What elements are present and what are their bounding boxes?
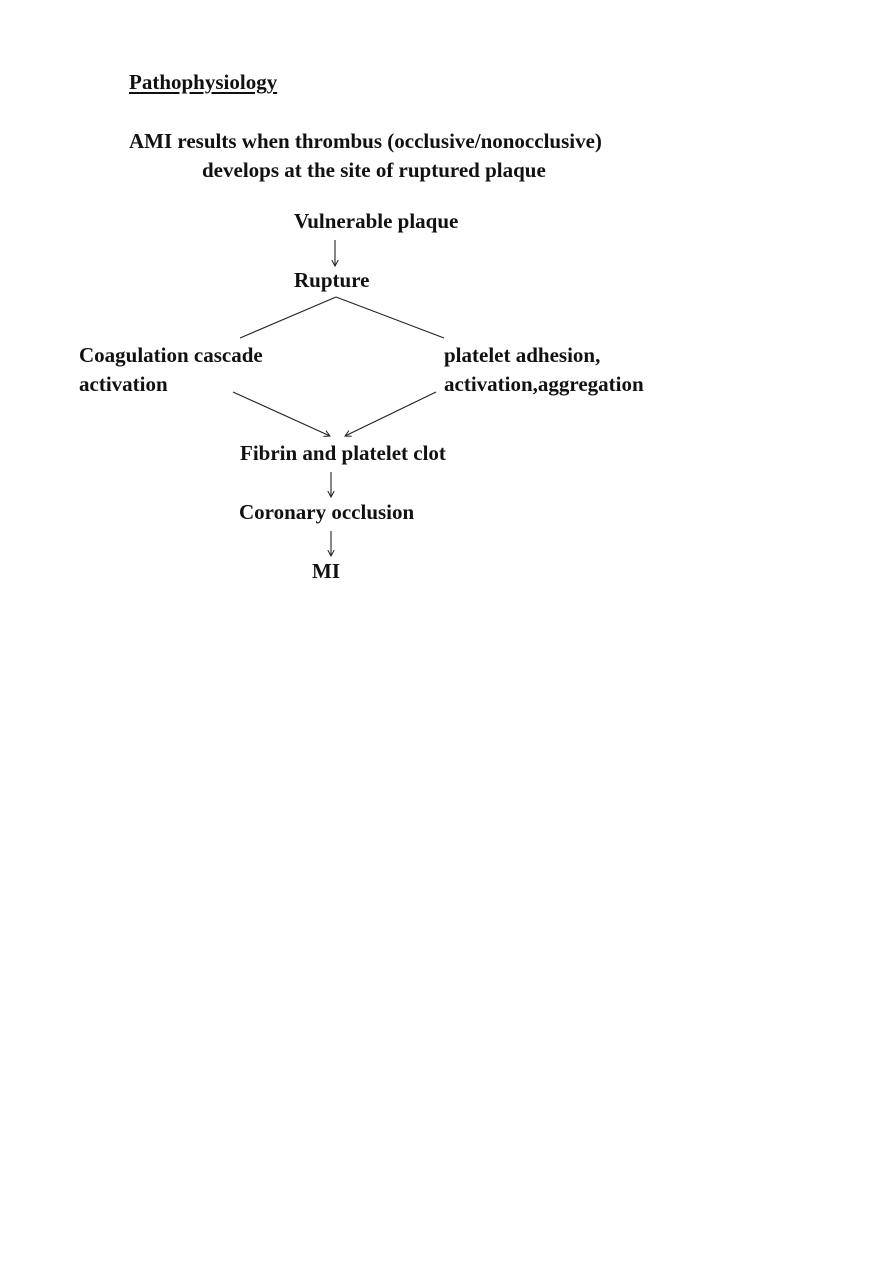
node-platelet-line-2: activation,aggregation xyxy=(444,372,644,396)
node-coagulation-line-2: activation xyxy=(79,372,168,396)
node-rupture: Rupture xyxy=(294,268,370,292)
node-mi: MI xyxy=(312,559,340,583)
node-vulnerable-plaque: Vulnerable plaque xyxy=(294,209,459,233)
arrow-platelet-to-clot xyxy=(345,392,436,436)
arrow-coagulation-to-clot xyxy=(233,392,330,436)
statement-line-1: AMI results when thrombus (occlusive/nonocclusive) xyxy=(129,129,602,153)
branch-rupture-to-platelet xyxy=(336,297,444,338)
statement-line-2: develops at the site of ruptured plaque xyxy=(202,158,546,182)
node-coagulation-line-1: Coagulation cascade xyxy=(79,343,263,367)
node-coronary-occlusion: Coronary occlusion xyxy=(239,500,415,524)
node-fibrin-platelet-clot: Fibrin and platelet clot xyxy=(240,441,446,465)
branch-rupture-to-coagulation xyxy=(240,297,336,338)
node-platelet-line-1: platelet adhesion, xyxy=(444,343,601,367)
page-title: Pathophysiology xyxy=(129,70,278,94)
